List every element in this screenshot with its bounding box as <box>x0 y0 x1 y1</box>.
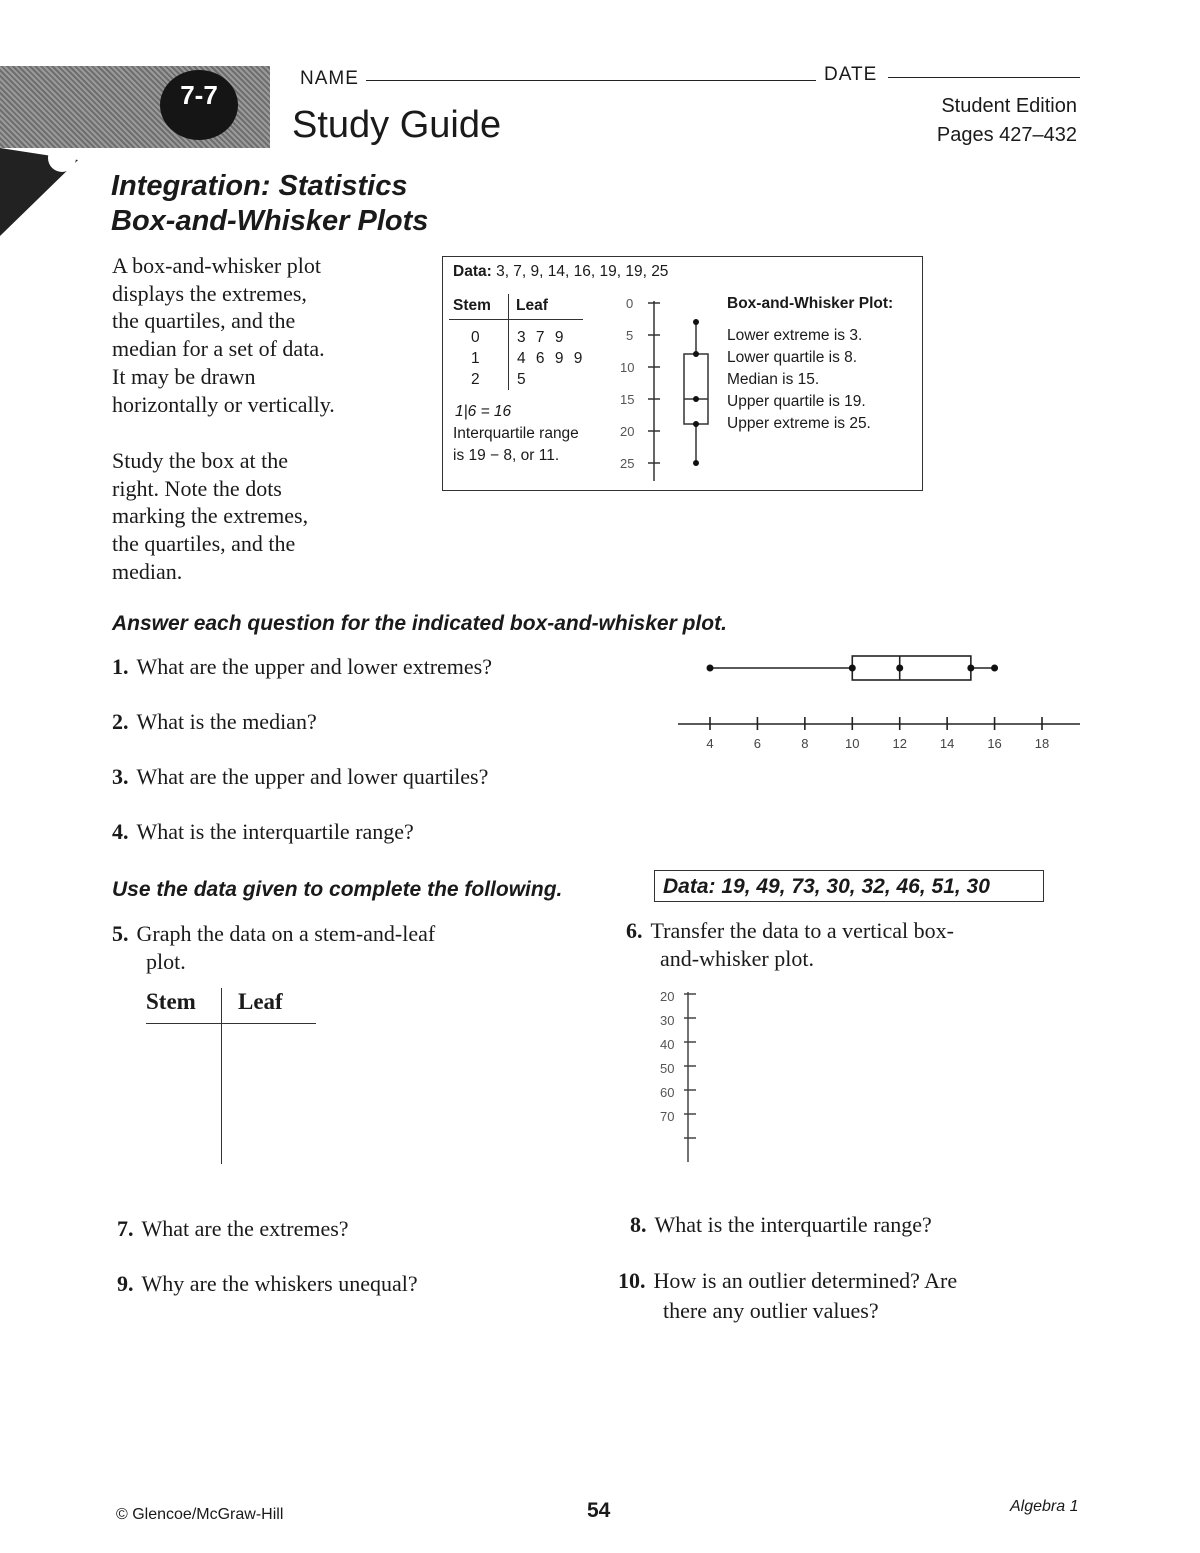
question-text: plot. <box>146 949 186 974</box>
answer-header-rule <box>146 1023 316 1024</box>
topic-heading: Integration: Statistics <box>111 170 408 202</box>
name-label: NAME <box>300 68 359 89</box>
question-number: 2. <box>112 709 129 734</box>
question-10 <box>618 1266 957 1326</box>
x-axis-tick-label: 18 <box>1034 736 1050 751</box>
question-9 <box>117 1271 418 1297</box>
x-axis-tick-label: 6 <box>753 736 762 751</box>
iqr-line-1: Interquartile range <box>453 425 579 442</box>
question-text: there any outlier values? <box>663 1298 879 1323</box>
answer-vertical-axis[interactable] <box>684 988 714 1164</box>
intro-line: horizontally or vertically. <box>112 391 335 417</box>
vertical-axis-label: 70 <box>660 1109 675 1124</box>
data-box: Data: 19, 49, 73, 30, 32, 46, 51, 30 <box>654 870 1044 902</box>
question-number: 5. <box>112 921 129 946</box>
intro-line: marking the extremes, <box>112 503 309 529</box>
example-plot-title: Box-and-Whisker Plot: <box>727 295 894 312</box>
question-2 <box>112 709 317 735</box>
median-point <box>896 665 903 672</box>
example-stem-divider <box>508 294 509 390</box>
example-note: Median is 15. <box>727 371 820 388</box>
question-number: 4. <box>112 819 129 844</box>
example-axis-label: 0 <box>626 296 634 311</box>
example-stem-header: Stem <box>453 297 491 314</box>
example-axis-label: 25 <box>620 456 635 471</box>
upper-quartile-point <box>967 665 974 672</box>
example-axis-label: 10 <box>620 360 635 375</box>
question-text: Why are the whiskers unequal? <box>141 1271 418 1296</box>
example-note: Lower extreme is 3. <box>727 327 863 344</box>
intro-line: the quartiles, and the <box>112 308 296 334</box>
page-number: 54 <box>587 1499 611 1522</box>
question-3 <box>112 764 488 790</box>
intro-paragraph <box>112 252 412 418</box>
question-number: 3. <box>112 764 129 789</box>
question-text: What are the upper and lower quartiles? <box>136 764 489 789</box>
question-number: 9. <box>117 1271 134 1296</box>
data-values: 3, 7, 9, 14, 16, 19, 19, 25 <box>496 263 669 280</box>
question-text: What are the extremes? <box>141 1216 349 1241</box>
question-text: How is an outlier determined? Are <box>653 1268 958 1293</box>
x-axis-tick-label: 4 <box>706 736 714 751</box>
name-field-line[interactable] <box>366 80 816 81</box>
example-data-line <box>453 263 668 281</box>
example-note: Lower quartile is 8. <box>727 349 858 366</box>
topic-subheading: Box-and-Whisker Plots <box>111 205 429 237</box>
example-vertical-boxplot <box>608 293 718 483</box>
example-leaf: 3 7 9 <box>517 329 567 346</box>
intro-line: median for a set of data. <box>112 336 325 362</box>
section1-heading: Answer each question for the indicated box-and-whisker plot. <box>112 612 727 635</box>
x-axis-tick-label: 8 <box>801 736 809 751</box>
intro-line: the quartiles, and the <box>112 531 296 557</box>
example-stem: 0 <box>471 329 480 346</box>
x-axis-tick-label: 16 <box>987 736 1002 751</box>
upper-extreme-point <box>991 665 998 672</box>
question-7 <box>117 1216 349 1242</box>
example-axis-label: 20 <box>620 424 635 439</box>
question-text: What is the median? <box>136 709 317 734</box>
intro-line: median. <box>112 558 183 584</box>
question-text: What is the interquartile range? <box>136 819 414 844</box>
answer-stem-header: Stem <box>146 989 196 1014</box>
vertical-axis-label: 30 <box>660 1013 675 1028</box>
intro-line: It may be drawn <box>112 363 256 389</box>
page-title: Study Guide <box>292 104 502 146</box>
question-text: and-whisker plot. <box>660 946 814 971</box>
question-number: 8. <box>630 1212 647 1237</box>
intro-line: Study the box at the <box>112 448 288 473</box>
iqr-line-2: is 19 − 8, or 11. <box>453 447 560 464</box>
example-box <box>442 256 923 491</box>
edition-info <box>937 92 1077 150</box>
x-axis-tick-label: 10 <box>845 736 860 751</box>
date-field-line[interactable] <box>888 77 1080 78</box>
example-stem: 1 <box>471 350 480 367</box>
question-6 <box>626 917 954 973</box>
quartile-box <box>852 656 971 680</box>
question-8 <box>630 1212 932 1238</box>
intro-line: right. Note the dots <box>112 475 282 501</box>
question-number: 6. <box>626 918 643 943</box>
vertical-axis-label: 40 <box>660 1037 675 1052</box>
example-axis-label: 5 <box>626 328 634 343</box>
lesson-number-badge: 7-7 <box>160 70 238 140</box>
example-note: Upper quartile is 19. <box>727 393 866 410</box>
example-stem: 2 <box>471 371 480 388</box>
course-name: Algebra 1 <box>1010 1498 1079 1515</box>
question-text: What are the upper and lower extremes? <box>136 654 492 679</box>
question-5 <box>112 920 435 976</box>
question-1 <box>112 654 492 680</box>
section2-heading: Use the data given to complete the following. <box>112 878 563 901</box>
question-number: 7. <box>117 1216 134 1241</box>
intro-line: A box-and-whisker plot <box>112 253 321 278</box>
vertical-axis-label: 50 <box>660 1061 675 1076</box>
answer-stem-leaf-area[interactable] <box>221 988 222 1164</box>
example-note: Upper extreme is 25. <box>727 415 871 432</box>
study-paragraph <box>112 447 412 586</box>
lower-quartile-point <box>849 665 856 672</box>
edition-line: Student Edition <box>941 95 1077 117</box>
question-text: Graph the data on a stem-and-leaf <box>136 921 436 946</box>
example-leaf: 4 6 9 9 <box>517 350 586 367</box>
lower-extreme-point <box>707 665 714 672</box>
x-axis-tick-label: 14 <box>939 736 955 751</box>
date-label: DATE <box>824 64 878 85</box>
vertical-axis-label: 20 <box>660 989 675 1004</box>
pages-line: Pages 427–432 <box>936 124 1077 146</box>
example-header-rule <box>449 319 583 320</box>
x-axis-tick-label: 12 <box>892 736 907 751</box>
example-axis-label: 15 <box>620 392 635 407</box>
question-text: What is the interquartile range? <box>654 1212 932 1237</box>
data-label: Data: <box>453 263 492 280</box>
stem-leaf-key: 1|6 = 16 <box>455 403 512 420</box>
question-4 <box>112 819 414 845</box>
question-number: 10. <box>618 1268 646 1293</box>
example-leaf: 5 <box>517 371 526 388</box>
question-number: 1. <box>112 654 129 679</box>
horizontal-boxplot-chart <box>660 640 1090 770</box>
intro-line: displays the extremes, <box>112 280 307 306</box>
copyright: © Glencoe/McGraw-Hill <box>116 1506 284 1523</box>
vertical-axis-label: 60 <box>660 1085 675 1100</box>
question-text: Transfer the data to a vertical box- <box>650 918 954 943</box>
corner-wedge-decoration <box>0 148 80 238</box>
answer-leaf-header: Leaf <box>238 989 283 1014</box>
example-leaf-header: Leaf <box>516 297 548 314</box>
